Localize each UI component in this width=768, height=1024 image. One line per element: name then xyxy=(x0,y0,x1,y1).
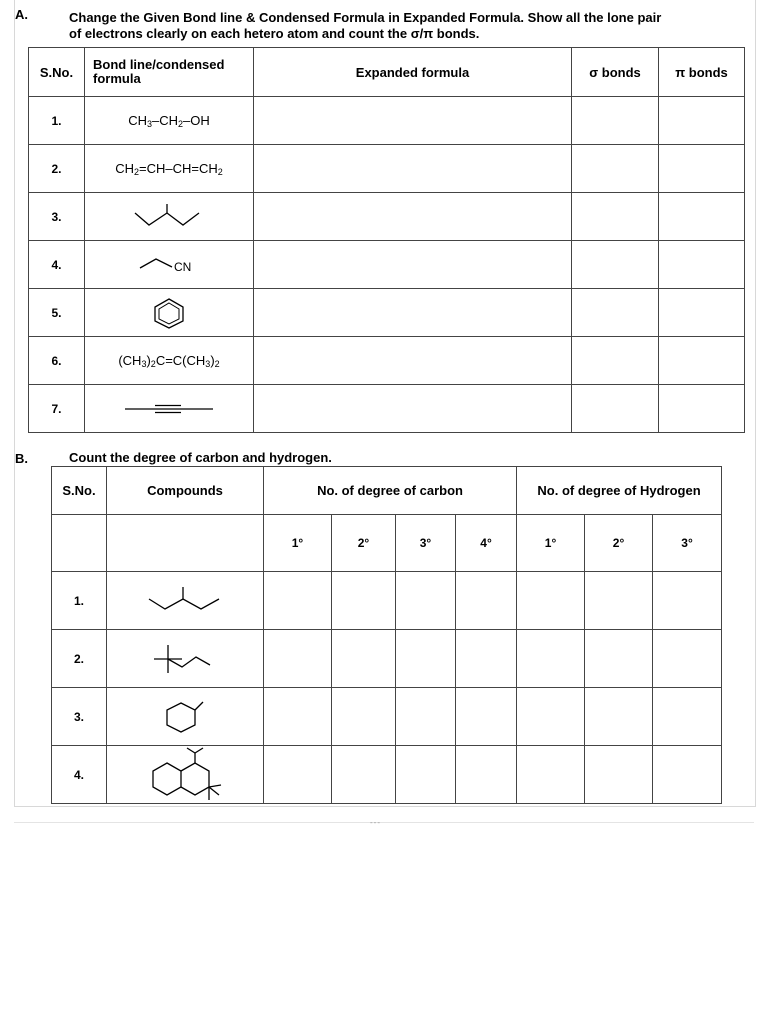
degree-answer-cell[interactable] xyxy=(585,630,653,688)
degree-answer-cell[interactable] xyxy=(653,630,722,688)
row-number: 6. xyxy=(29,337,85,385)
header-compounds: Compounds xyxy=(107,467,264,515)
table-row xyxy=(29,145,745,193)
degree-answer-cell[interactable] xyxy=(332,746,396,804)
table-a-header-row xyxy=(29,48,745,97)
table-row xyxy=(52,630,722,688)
degree-answer-cell[interactable] xyxy=(456,572,517,630)
header-degree-hydrogen: No. of degree of Hydrogen xyxy=(517,467,722,515)
section-a-letter: A. xyxy=(15,7,28,22)
header-sigma-bonds: σ bonds xyxy=(572,48,659,97)
expanded-formula-cell[interactable] xyxy=(254,241,572,289)
header-bond-line-formula xyxy=(85,48,254,97)
sigma-bonds-cell[interactable] xyxy=(572,241,659,289)
degree-answer-cell[interactable] xyxy=(653,572,722,630)
expanded-formula-cell[interactable] xyxy=(254,97,572,145)
neopentyl-bondline-icon xyxy=(107,630,264,688)
pi-bonds-cell[interactable] xyxy=(659,97,745,145)
pi-bonds-cell[interactable] xyxy=(659,385,745,433)
hydrogen-degree-2: 2° xyxy=(585,515,653,572)
alkyne-bondline-icon xyxy=(85,385,254,433)
degree-answer-cell[interactable] xyxy=(585,746,653,804)
table-row xyxy=(52,746,722,804)
table-row xyxy=(29,289,745,337)
degree-answer-cell[interactable] xyxy=(332,572,396,630)
methylcyclohexane-icon xyxy=(107,688,264,746)
degree-answer-cell[interactable] xyxy=(585,688,653,746)
expanded-formula-cell[interactable] xyxy=(254,193,572,241)
degree-answer-cell[interactable] xyxy=(396,572,456,630)
section-b-heading: Count the degree of carbon and hydrogen. xyxy=(69,450,332,465)
degree-answer-cell[interactable] xyxy=(653,746,722,804)
degree-answer-cell[interactable] xyxy=(396,688,456,746)
header-degree-carbon: No. of degree of carbon xyxy=(264,467,517,515)
section-a-heading xyxy=(69,10,759,42)
sigma-bonds-cell[interactable] xyxy=(572,145,659,193)
carbon-degree-2: 2° xyxy=(332,515,396,572)
carbon-degree-1: 1° xyxy=(264,515,332,572)
hydrogen-degree-1: 1° xyxy=(517,515,585,572)
row-number: 1. xyxy=(29,97,85,145)
degree-answer-cell[interactable] xyxy=(332,630,396,688)
header-sno: S.No. xyxy=(52,467,107,515)
page-divider xyxy=(14,822,754,823)
table-row xyxy=(29,97,745,145)
row-number: 7. xyxy=(29,385,85,433)
section-a-heading-line1: Change the Given Bond line & Condensed Formula in Expanded Formula. Show all the lone pair xyxy=(69,10,662,25)
sigma-bonds-cell[interactable] xyxy=(572,97,659,145)
pi-bonds-cell[interactable] xyxy=(659,145,745,193)
expanded-formula-cell[interactable] xyxy=(254,289,572,337)
pi-bonds-cell[interactable] xyxy=(659,289,745,337)
degree-answer-cell[interactable] xyxy=(396,630,456,688)
degree-answer-cell[interactable] xyxy=(264,572,332,630)
degree-subheader-row xyxy=(52,515,722,572)
sigma-bonds-cell[interactable] xyxy=(572,385,659,433)
condensed-formula: $(CH_3)_2C=C(CH_3)_2$ xyxy=(85,337,254,385)
degree-answer-cell[interactable] xyxy=(332,688,396,746)
degree-answer-cell[interactable] xyxy=(517,572,585,630)
degree-answer-cell[interactable] xyxy=(456,688,517,746)
degree-answer-cell[interactable] xyxy=(456,630,517,688)
empty-cell xyxy=(107,515,264,572)
page-footer-dots: --- xyxy=(370,818,381,827)
pi-bonds-cell[interactable] xyxy=(659,241,745,289)
degree-answer-cell[interactable] xyxy=(517,746,585,804)
header-pi-bonds: π bonds xyxy=(659,48,745,97)
degree-answer-cell[interactable] xyxy=(585,572,653,630)
propanenitrile-bondline-icon xyxy=(85,241,254,289)
row-number: 4. xyxy=(52,746,107,804)
degree-answer-cell[interactable] xyxy=(517,630,585,688)
table-row xyxy=(29,193,745,241)
hydrogen-degree-3: 3° xyxy=(653,515,722,572)
expanded-formula-cell[interactable] xyxy=(254,145,572,193)
table-row xyxy=(29,385,745,433)
row-number: 5. xyxy=(29,289,85,337)
row-number: 1. xyxy=(52,572,107,630)
header-formula-line1: Bond line/condensed xyxy=(93,57,225,72)
section-a-heading-line2: of electrons clearly on each hetero atom and count the σ/π bonds. xyxy=(69,26,480,41)
degree-answer-cell[interactable] xyxy=(517,688,585,746)
degree-answer-cell[interactable] xyxy=(653,688,722,746)
carbon-degree-3: 3° xyxy=(396,515,456,572)
sigma-bonds-cell[interactable] xyxy=(572,289,659,337)
expanded-formula-cell[interactable] xyxy=(254,337,572,385)
pi-bonds-cell[interactable] xyxy=(659,193,745,241)
degree-answer-cell[interactable] xyxy=(264,746,332,804)
header-expanded-formula: Expanded formula xyxy=(254,48,572,97)
benzene-ring-icon xyxy=(85,289,254,337)
row-number: 3. xyxy=(52,688,107,746)
row-number: 2. xyxy=(29,145,85,193)
section-a-table xyxy=(28,47,745,433)
row-number: 4. xyxy=(29,241,85,289)
expanded-formula-cell[interactable] xyxy=(254,385,572,433)
isopentane-bondline-icon xyxy=(107,572,264,630)
branched-alkane-bondline-icon xyxy=(85,193,254,241)
condensed-formula: $CH_2=CH-CH=CH_2$ xyxy=(85,145,254,193)
sigma-bonds-cell[interactable] xyxy=(572,193,659,241)
row-number: 2. xyxy=(52,630,107,688)
degree-answer-cell[interactable] xyxy=(264,630,332,688)
section-b-table xyxy=(51,466,722,804)
sigma-bonds-cell[interactable] xyxy=(572,337,659,385)
section-b-letter: B. xyxy=(15,451,28,466)
header-sno: S.No. xyxy=(29,48,85,97)
nitrile-label: CN xyxy=(174,259,192,274)
table-b-header-row xyxy=(52,467,722,515)
carbon-degree-4: 4° xyxy=(456,515,517,572)
table-row xyxy=(29,337,745,385)
table-row xyxy=(29,241,745,289)
empty-cell xyxy=(52,515,107,572)
table-row xyxy=(52,688,722,746)
degree-answer-cell[interactable] xyxy=(264,688,332,746)
degree-answer-cell[interactable] xyxy=(456,746,517,804)
table-row xyxy=(52,572,722,630)
degree-answer-cell[interactable] xyxy=(396,746,456,804)
substituted-decalin-icon xyxy=(107,746,264,804)
row-number: 3. xyxy=(29,193,85,241)
condensed-formula: $CH_3-CH_2-OH$ xyxy=(85,97,254,145)
header-formula-line2: formula xyxy=(93,71,141,86)
pi-bonds-cell[interactable] xyxy=(659,337,745,385)
